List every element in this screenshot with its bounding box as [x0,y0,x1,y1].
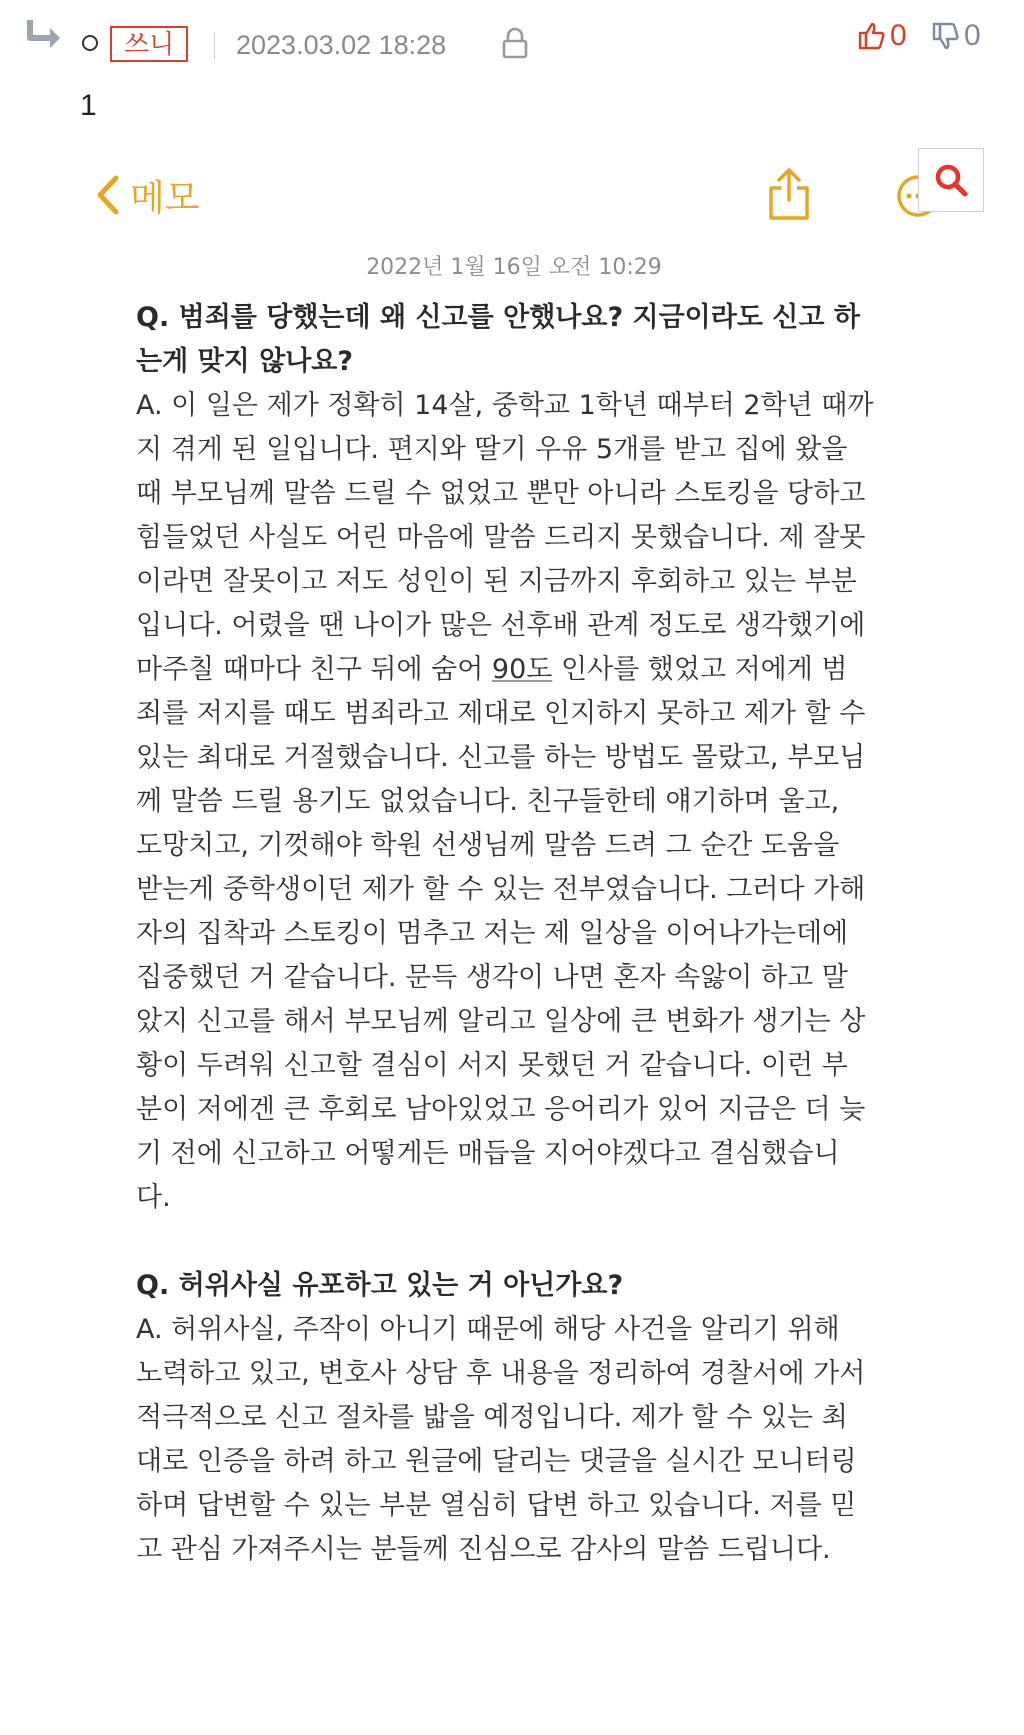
reply-arrow-icon [24,18,64,52]
chevron-left-icon [94,174,120,216]
thumbs-down-icon [932,21,960,51]
memo-back-label: 메모 [130,177,200,219]
comment-date: 2023.03.02 18:28 [236,30,447,60]
memo-image [94,150,940,1735]
answer-2: A. 허위사실, 주작이 아니기 때문에 해당 사건을 알리기 위해 노력하고 있고, 변호사 상담 후 내용을 정리하여 경찰서에 가서 적극적으로 신고 절차를 밟을 예정입니다. 제가 할 수 있는 최 대로 인증을 하려 하고 원글에 달리는 댓글을 실시간 모니터링 하며 답변할 수 있는 부분 열심히 답변 하고 있습니다. 저를 믿 고 관심 가져주시는 분들께 진심으로 감사의 말씀 드립니다. [136,1314,866,1565]
answer-1-part-1: A. 이 일은 제가 정확히 14살, 중학교 1학년 때부터 2학년 때까 지 겪게 된 일입니다. 편지와 딸기 우유 5개를 받고 집에 왔을 때 부모님께 말씀 드릴 수 없었고 뿐만 아니라 스토킹을 당하고 힘들었던 사실도 어린 마음에 말씀 드리지 못했습니다. 제 잘못 이라면 잘못이고 저도 성인이 된 지금까지 후회하고 있는 부분 입니다. 어렸을 땐 나이가 많은 선후배 관계 정도로 생각했기에 마주칠 때마다 친구 뒤에 숨어 [136,390,874,685]
share-icon[interactable] [766,166,812,222]
question-1: Q. 범죄를 당했는데 왜 신고를 안했나요? 지금이라도 신고 하 는게 맞지 않나요? [136,302,860,377]
level-circle-icon [82,35,98,51]
answer-1-part-2: 인사를 했었고 저에게 범 죄를 저지를 때도 범죄라고 제대로 인지하지 못하고 제가 할 수 있는 최대로 거절했습니다. 신고를 하는 방법도 몰랐고, 부모님 께 말씀 드릴 용기도 없었습니다. 친구들한테 얘기하며 울고, 도망치고, 기껏해야 학원 선생님께 말씀 드려 그 순간 도움을 받는게 중학생이던 제가 할 수 있는 전부였습니다. 그러다 가해 자의 집착과 스토킹이 멈추고 저는 제 일상을 이어나가는데에 집중했던 거 같습니다. 문득 생각이 나면 혼자 속앓이 하고 말 았지 신고를 해서 부모님께 알리고 일상에 큰 변화가 생기는 상 황이 두려워 신고할 결심이 서지 못했던 거 같습니다. 이런 부 분이 저에겐 큰 후회로 남아있었고 응어리가 있어 지금은 더 늦 기 전에 신고하고 어떻게든 매듭을 지어야겠다고 결심했습니 다. [136,654,866,1213]
like-button[interactable] [858,18,907,54]
comment-text: 1 [80,89,97,122]
magnifier-icon [933,162,969,198]
answer-1-underlined: 90도 [491,654,553,685]
lock-icon [500,26,530,60]
dislike-button[interactable] [932,18,981,54]
zoom-button[interactable] [918,148,984,212]
comment-header [0,0,1024,80]
memo-back-button[interactable] [94,170,200,220]
question-2: Q. 허위사실 유포하고 있는 거 아닌가요? [136,1270,624,1301]
author-nickname[interactable]: 쓰니 [110,26,188,62]
like-count: 0 [890,19,907,52]
memo-body [136,296,936,1572]
dislike-count: 0 [964,19,981,52]
memo-date: 2022년 1월 16일 오전 10:29 [366,255,662,280]
paragraph-gap [136,1220,936,1264]
divider [214,32,215,60]
thumbs-up-icon [858,21,886,51]
answer-1 [136,384,936,1220]
